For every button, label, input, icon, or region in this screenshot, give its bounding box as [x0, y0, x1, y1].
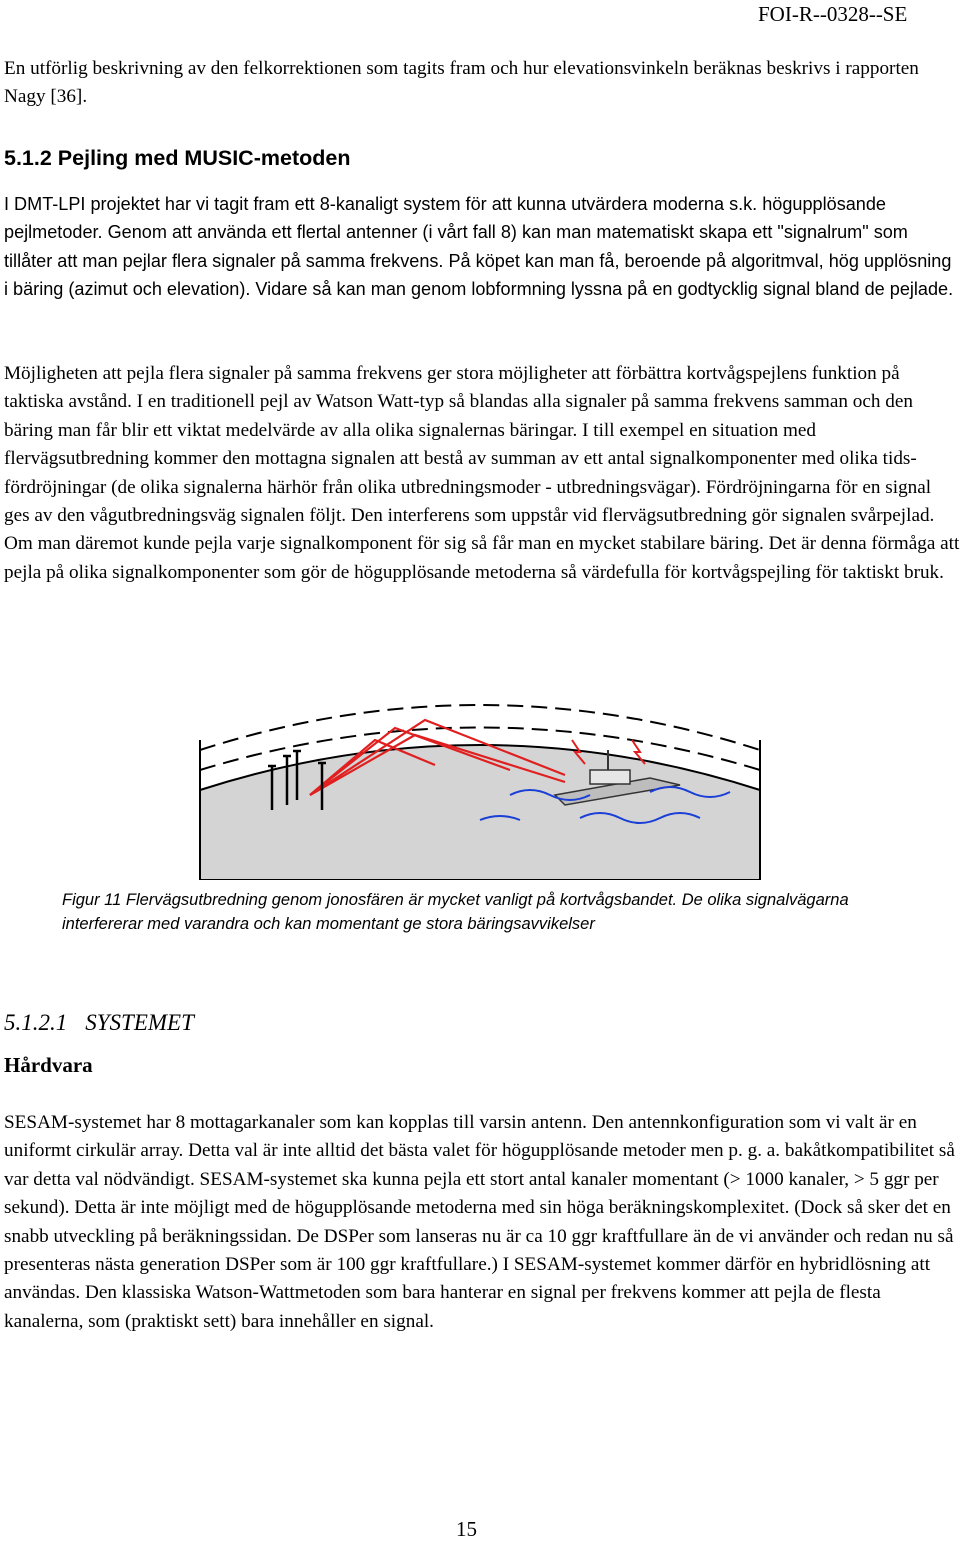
section-number: 5.1.2.1 [4, 1010, 68, 1035]
page-number: 15 [456, 1517, 477, 1541]
hardware-paragraph: SESAM-systemet har 8 mottagarkanaler som kan kopplas till varsin antenn. Den antennkonfiguration som vi valt är en uniformt cirkulär array. Detta val är inte alltid det bästa valet för högupplösande metoder men p. g. a. bakåtkompatibilitet så var detta val nödvändigt. SESAM-systemet ska kunna pejla ett stort antal kanaler momentant (> 1000 kanaler, > 5 ggr per sekund). Detta är inte möjligt med de högupplösande metoderna med sin höga beräkningskomplexitet. (Dock så sker det en snabb utveckling på beräkningssidan. De DSPer som lanseras nu är ca 10 ggr kraftfullare än de vi använder och redan nu så presenteras nästa generation DSPer som är 100 ggr kraftfullare.) I SESAM-systemet kommer därför en hybridlösning att användas. Den klassiska Watson-Wattmetoden som bara hanterar en signal per frekvens kommer att pejla de flesta kanalerna, som (praktiskt sett) bara innehåller en signal. [4, 1112, 955, 1332]
subheading-hardvara: Hårdvara [4, 1053, 93, 1077]
section-title: SYSTEMET [85, 1010, 194, 1035]
section-heading-5-1-2-1 [4, 1010, 194, 1036]
intro-paragraph: En utförlig beskrivning av den felkorrektionen som tagits fram och hur elevationsvinkeln beräknas beskrivs i rapporten Nagy [36]. [4, 58, 919, 108]
music-paragraph-2: Möjligheten att pejla flera signaler på samma frekvens ger stora möjligheter att förbättra kortvågspejlens funktion på taktiska avstånd. I en traditionell pejl av Watson Watt-typ så blandas alla signaler på samma frekvens samman och den bäring man får blir ett viktat medelvärde av alla olika signalernas bäringar. I till exempel en situation med flervägsutbredning kommer den mottagna signalen att bestå av summan av ett antal signalkomponenter med olika tids-fördröjningar (de olika signalerna härhör från olika utbredningsmoder - utbredningsvägar). Fördröjningarna för en signal ges av den vågutbredningsväg signalen följt. Den interferens som uppstår vid flervägsutbredning gör signalen svårpejlad. Om man däremot kunde pejla varje signalkomponent för sig så får man en mycket stabilare bäring. Det är denna förmåga att pejla på olika signalkomponenter som gör de högupplösande metoderna så värdefulla för kortvågspejling för taktiskt bruk. [4, 363, 960, 583]
report-id: FOI-R--0328--SE [758, 2, 908, 26]
ionosphere-layer-outer [200, 705, 760, 750]
figure-caption: Figur 11 Flervägsutbredning genom jonosfären är mycket vanligt på kortvågsbandet. De olika signalvägarna interfererar med varandra och kan momentant ge stora bäringsavvikelser [62, 891, 849, 933]
section-heading-5-1-2: 5.1.2 Pejling med MUSIC-metoden [4, 146, 351, 170]
multipath-propagation-figure [180, 700, 780, 880]
music-paragraph-1: I DMT-LPI projektet har vi tagit fram ett 8-kanaligt system för att kunna utvärdera moderna s.k. högupplösande pejlmetoder. Genom att använda ett flertal antenner (i vårt fall 8) kan man matematiskt skapa ett "signalrum" som tillåter att man pejlar flera signaler på samma frekvens. På köpet kan man få, beroende på algoritmval, hög upplösning i bäring (azimut och elevation). Vidare så kan man genom lobformning lyssna på en godtycklig signal bland de pejlade. [4, 194, 954, 300]
